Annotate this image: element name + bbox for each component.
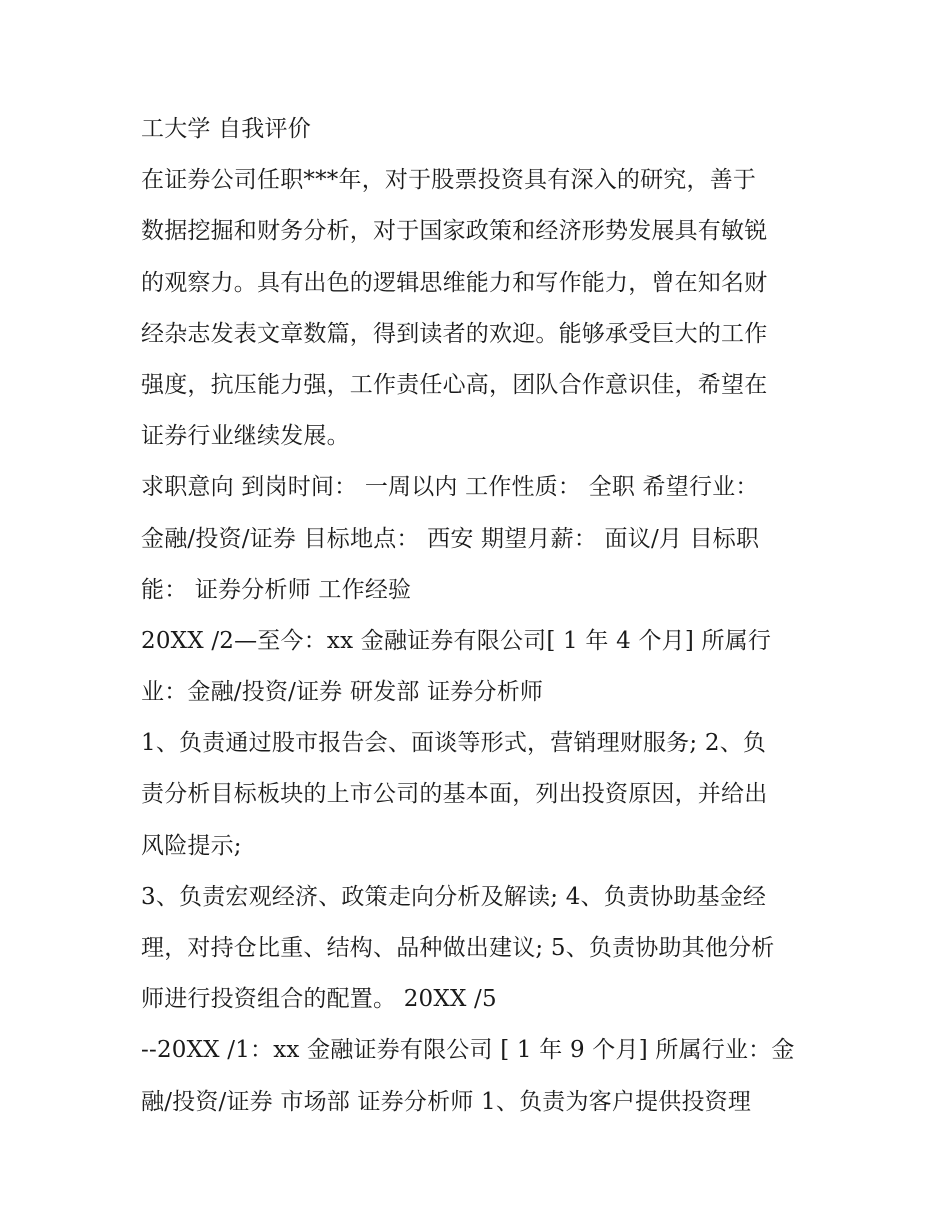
duty-line: 责分析目标板块的上市公司的基本面，列出投资原因，并给出	[141, 781, 768, 808]
work-experience-line: 20XX /2—至今：xx 金融证券有限公司[ 1 年 4 个月] 所属行	[141, 627, 772, 654]
paragraph-line: 数据挖掘和财务分析，对于国家政策和经济形势发展具有敏锐	[141, 218, 768, 245]
duty-line: 1、负责通过股市报告会、面谈等形式，营销理财服务; 2、负	[141, 730, 767, 757]
paragraph-line: 证券行业继续发展。	[141, 423, 350, 450]
job-intention-line: 能： 证券分析师 工作经验	[141, 576, 412, 603]
work-experience-line: 业：金融/投资/证券 研发部 证券分析师	[141, 679, 544, 706]
paragraph-line: 强度，抗压能力强，工作责任心高，团队合作意识佳，希望在	[141, 371, 768, 398]
work-experience-line: 融/投资/证券 市场部 证券分析师 1、负责为客户提供投资理	[141, 1088, 752, 1115]
paragraph-line: 经杂志发表文章数篇，得到读者的欢迎。能够承受巨大的工作	[141, 320, 768, 347]
duty-line: 风险提示;	[141, 832, 242, 859]
job-intention-line: 求职意向 到岗时间： 一周以内 工作性质： 全职 希望行业：	[141, 474, 759, 501]
duty-line: 理，对持仓比重、结构、品种做出建议; 5、负责协助其他分析	[141, 935, 775, 961]
paragraph-line: 的观察力。具有出色的逻辑思维能力和写作能力，曾在知名财	[141, 269, 768, 296]
document-body	[141, 104, 831, 1128]
section-heading-self-evaluation: 工大学 自我评价	[141, 116, 311, 142]
duty-line: 师进行投资组合的配置。 20XX /5	[141, 986, 497, 1013]
paragraph-line: 在证券公司任职***年，对于股票投资具有深入的研究，善于	[141, 167, 757, 194]
job-intention-line: 金融/投资/证券 目标地点： 西安 期望月薪： 面议/月 目标职	[141, 525, 760, 552]
duty-line: 3、负责宏观经济、政策走向分析及解读; 4、负责协助基金经	[141, 883, 767, 910]
work-experience-line: --20XX /1：xx 金融证券有限公司 [ 1 年 9 个月] 所属行业：金	[141, 1037, 795, 1064]
